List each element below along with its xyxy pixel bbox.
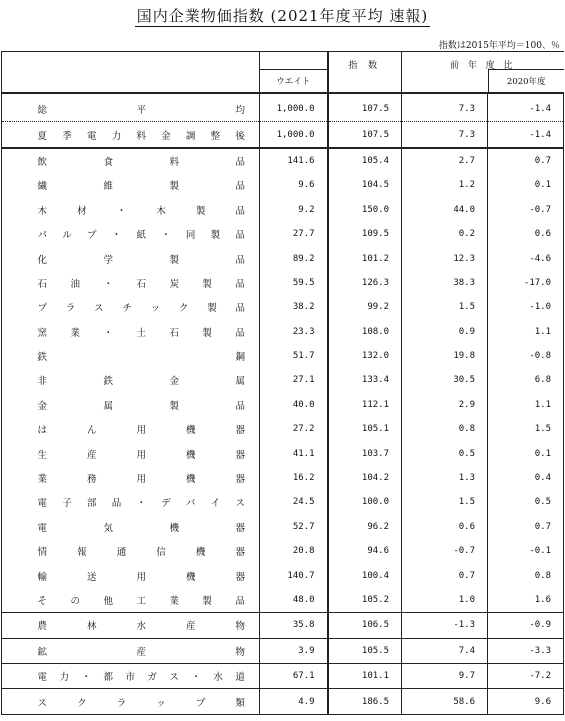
item-name: 業 務 用 機 器 xyxy=(37,474,245,486)
weight-value: 23.3 xyxy=(260,320,328,344)
item-name: 化 学 製 品 xyxy=(37,254,245,266)
yoy-value: 0.7 xyxy=(402,563,488,587)
yoy-value: 1.5 xyxy=(402,295,488,319)
index-value: 96.2 xyxy=(328,515,402,539)
table-row xyxy=(2,466,564,490)
table-row xyxy=(2,320,564,344)
yoy-value: 58.6 xyxy=(402,689,488,714)
table-row xyxy=(2,344,564,368)
weight-value: 52.7 xyxy=(260,515,328,539)
yoy-value: 1.0 xyxy=(402,588,488,613)
weight-value: 1,000.0 xyxy=(260,97,328,122)
weight-value: 140.7 xyxy=(260,563,328,587)
prev-value: 0.8 xyxy=(488,563,564,587)
yoy-value: 30.5 xyxy=(402,368,488,392)
table-row xyxy=(2,148,564,173)
prev-value: 0.5 xyxy=(488,490,564,514)
weight-value: 40.0 xyxy=(260,393,328,417)
prev-value: -17.0 xyxy=(488,271,564,295)
table-row xyxy=(2,588,564,613)
weight-value: 59.5 xyxy=(260,271,328,295)
yoy-value: 12.3 xyxy=(402,246,488,270)
table-row xyxy=(2,441,564,465)
weight-value: 51.7 xyxy=(260,344,328,368)
weight-value: 141.6 xyxy=(260,148,328,173)
table-row xyxy=(2,689,564,714)
index-value: 105.5 xyxy=(328,638,402,663)
index-value: 100.0 xyxy=(328,490,402,514)
yoy-value: 38.3 xyxy=(402,271,488,295)
table-row xyxy=(2,173,564,197)
table-row xyxy=(2,539,564,563)
item-name: 総 平 均 xyxy=(37,105,245,117)
yoy-value: 7.3 xyxy=(402,122,488,148)
prev-year-header: 2020年度 xyxy=(488,69,564,92)
weight-value: 16.2 xyxy=(260,466,328,490)
yoy-value: 0.6 xyxy=(402,515,488,539)
index-value: 105.1 xyxy=(328,417,402,441)
index-value: 105.2 xyxy=(328,588,402,613)
yoy-value: 7.4 xyxy=(402,638,488,663)
table-row xyxy=(2,613,564,638)
prev-value: 0.7 xyxy=(488,515,564,539)
yoy-value: 2.9 xyxy=(402,393,488,417)
yoy-value: 0.2 xyxy=(402,222,488,246)
yoy-value: 0.5 xyxy=(402,441,488,465)
weight-value: 41.1 xyxy=(260,441,328,465)
prev-value: -1.4 xyxy=(488,122,564,148)
prev-value: 6.8 xyxy=(488,368,564,392)
weight-value: 89.2 xyxy=(260,246,328,270)
header-row xyxy=(2,52,564,94)
index-value: 103.7 xyxy=(328,441,402,465)
index-value: 101.1 xyxy=(328,663,402,688)
prev-value: 1.6 xyxy=(488,588,564,613)
item-name: プ ラ ス チ ッ ク 製 品 xyxy=(37,303,245,315)
item-name: 金 属 製 品 xyxy=(37,400,245,412)
prev-value: 0.6 xyxy=(488,222,564,246)
yoy-value: 7.3 xyxy=(402,97,488,122)
yoy-value: 9.7 xyxy=(402,663,488,688)
weight-value: 3.9 xyxy=(260,638,328,663)
table-row xyxy=(2,663,564,688)
prev-value: 1.1 xyxy=(488,320,564,344)
unit-note: 指数は2015年平均＝100、％ xyxy=(438,41,560,51)
index-value: 99.2 xyxy=(328,295,402,319)
yoy-value: -0.7 xyxy=(402,539,488,563)
table-row xyxy=(2,198,564,222)
table-row xyxy=(2,295,564,319)
weight-value: 27.1 xyxy=(260,368,328,392)
item-name: 農 林 水 産 物 xyxy=(10,613,260,638)
index-value: 100.4 xyxy=(328,563,402,587)
prev-value: -0.8 xyxy=(488,344,564,368)
yoy-value: 2.7 xyxy=(402,148,488,173)
index-value: 133.4 xyxy=(328,368,402,392)
item-name: 繊 維 製 品 xyxy=(37,181,245,193)
index-value: 132.0 xyxy=(328,344,402,368)
yoy-value: 44.0 xyxy=(402,198,488,222)
index-value: 107.5 xyxy=(328,97,402,122)
yoy-value: 1.5 xyxy=(402,490,488,514)
price-index-table xyxy=(1,51,564,715)
item-name: 電 気 機 器 xyxy=(37,522,245,534)
item-name: 木 材 ・ 木 製 品 xyxy=(37,205,245,217)
table-row xyxy=(2,490,564,514)
yoy-value: -1.3 xyxy=(402,613,488,638)
prev-value: 1.1 xyxy=(488,393,564,417)
weight-value: 1,000.0 xyxy=(260,122,328,148)
yoy-value: 19.8 xyxy=(402,344,488,368)
prev-value: -7.2 xyxy=(488,663,564,688)
table-row xyxy=(2,638,564,663)
item-name: そ の 他 工 業 製 品 xyxy=(37,596,245,607)
weight-value: 38.2 xyxy=(260,295,328,319)
prev-value: 0.7 xyxy=(488,148,564,173)
table-row xyxy=(2,222,564,246)
prev-value: -3.3 xyxy=(488,638,564,663)
prev-value: 0.4 xyxy=(488,466,564,490)
index-value: 107.5 xyxy=(328,122,402,148)
table-row xyxy=(2,271,564,295)
weight-value: 20.8 xyxy=(260,539,328,563)
table-row xyxy=(2,97,564,122)
item-name: パ ル プ ・ 紙 ・ 同 製 品 xyxy=(37,230,245,242)
prev-value: 0.1 xyxy=(488,173,564,197)
table-row xyxy=(2,246,564,270)
item-name: は ん 用 機 器 xyxy=(37,425,245,437)
table-row xyxy=(2,393,564,417)
prev-value: 9.6 xyxy=(488,689,564,714)
index-value: 104.2 xyxy=(328,466,402,490)
item-name: 鉱 産 物 xyxy=(10,638,260,663)
prev-value: -0.1 xyxy=(488,539,564,563)
weight-value: 24.5 xyxy=(260,490,328,514)
item-name: 鉄 鋼 xyxy=(37,352,245,364)
prev-value: -1.4 xyxy=(488,97,564,122)
item-name: ス ク ラ ッ プ 類 xyxy=(10,689,260,714)
yoy-header: 前 年 度 比 2020年度 xyxy=(402,52,564,94)
table-row xyxy=(2,122,564,148)
weight-value: 9.6 xyxy=(260,173,328,197)
prev-value: -0.7 xyxy=(488,198,564,222)
item-name: 夏 季 電 力 料 金 調 整 後 xyxy=(10,122,260,148)
weight-value: 35.8 xyxy=(260,613,328,638)
index-value: 106.5 xyxy=(328,613,402,638)
item-name: 窯 業 ・ 土 石 製 品 xyxy=(37,327,245,339)
yoy-value: 0.8 xyxy=(402,417,488,441)
index-header: 指 数 xyxy=(328,52,402,94)
prev-value: -1.0 xyxy=(488,295,564,319)
table-row xyxy=(2,563,564,587)
weight-value: 27.2 xyxy=(260,417,328,441)
weight-value: 67.1 xyxy=(260,663,328,688)
index-value: 105.4 xyxy=(328,148,402,173)
weight-value: 48.0 xyxy=(260,588,328,613)
item-name: 生 産 用 機 器 xyxy=(37,449,245,461)
index-value: 112.1 xyxy=(328,393,402,417)
yoy-value: 0.9 xyxy=(402,320,488,344)
index-value: 104.5 xyxy=(328,173,402,197)
weight-value: 27.7 xyxy=(260,222,328,246)
yoy-value: 1.3 xyxy=(402,466,488,490)
item-name: 電 力 ・ 都 市 ガ ス ・ 水 道 xyxy=(10,663,260,688)
weight-value: 4.9 xyxy=(260,689,328,714)
item-name: 石 油 ・ 石 炭 製 品 xyxy=(37,278,245,290)
prev-value: -4.6 xyxy=(488,246,564,270)
weight-value: 9.2 xyxy=(260,198,328,222)
prev-value: 1.5 xyxy=(488,417,564,441)
item-name: 飲 食 料 品 xyxy=(10,148,260,173)
index-value: 109.5 xyxy=(328,222,402,246)
prev-value: -0.9 xyxy=(488,613,564,638)
index-value: 108.0 xyxy=(328,320,402,344)
table-row xyxy=(2,515,564,539)
table-row xyxy=(2,417,564,441)
item-name: 電 子 部 品 ・ デ バ イ ス xyxy=(37,498,245,510)
item-name: 輸 送 用 機 器 xyxy=(37,571,245,583)
report-title: 国内企業物価指数 (2021年度平均 速報) xyxy=(136,7,429,25)
index-value: 94.6 xyxy=(328,539,402,563)
table-row xyxy=(2,368,564,392)
index-value: 101.2 xyxy=(328,246,402,270)
index-value: 126.3 xyxy=(328,271,402,295)
item-name: 情 報 通 信 機 器 xyxy=(37,547,245,559)
item-name: 非 鉄 金 属 xyxy=(37,376,245,388)
weight-header: ウエイト xyxy=(260,52,328,94)
prev-value: 0.1 xyxy=(488,441,564,465)
index-value: 186.5 xyxy=(328,689,402,714)
yoy-value: 1.2 xyxy=(402,173,488,197)
index-value: 150.0 xyxy=(328,198,402,222)
